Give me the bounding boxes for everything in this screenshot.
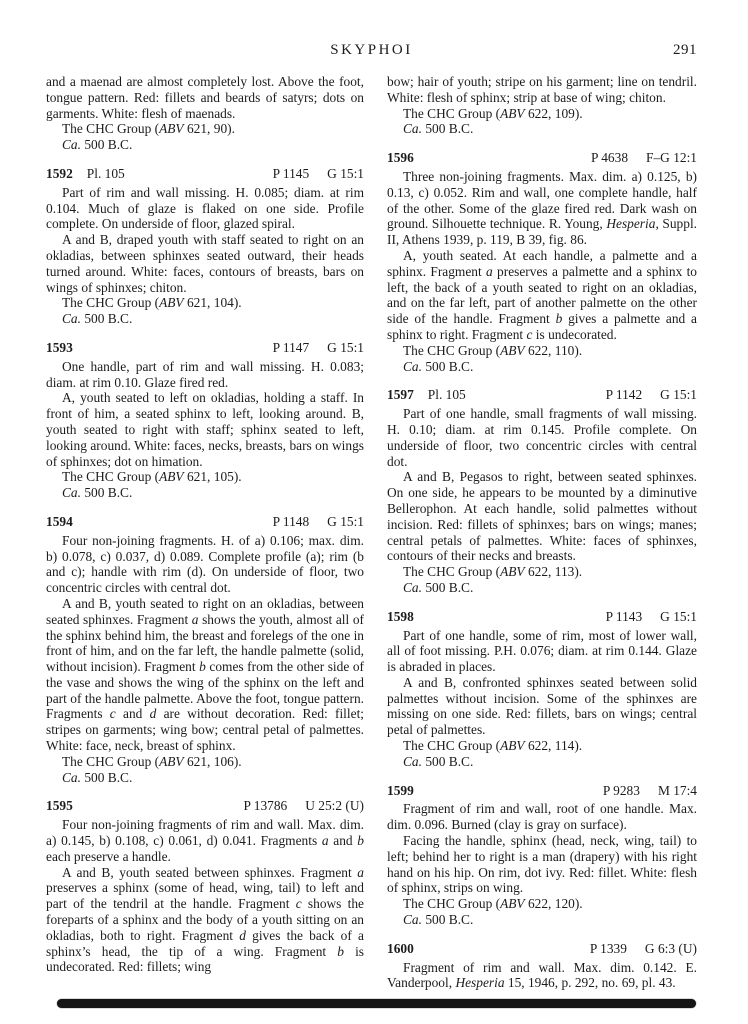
entry-inventory: P 1147 (272, 339, 310, 355)
entry-paragraph: Four non-joining fragments. H. of a) 0.106; max. dim. b) 0.078, c) 0.037, d) 0.089. Complete profile (a); rim (b and c); handle with rim (d). On underside of floor, two concentric circles with central dot. (46, 532, 364, 596)
date-line: Ca. 500 B.C. (62, 311, 133, 327)
entry-paragraph: A and B, Pegasos to right, between seated sphinxes. On one side, he appears to be mounted by a diminutive Bellerophon. At each handle, solid palmettes without incision. Red: fillets of sphinxes; bars on wings; manes; central petals of palmettes. White: faces of sphinxes, contours of their necks and breasts. (387, 469, 697, 564)
entry-heading-left (387, 609, 414, 625)
entry-inventory: P 1142 (605, 387, 643, 403)
entry-heading (387, 150, 697, 166)
entry-paragraph: Part of one handle, some of rim, most of lower wall, all of foot missing. P.H. 0.076; diam. at rim 0.144. Glaze is abraded in places. (387, 627, 697, 675)
entry-grid: G 15:1 (327, 513, 364, 529)
entry-grid: M 17:4 (657, 782, 697, 798)
scan-artifact-bar (57, 999, 696, 1008)
page-number: 291 (673, 42, 697, 58)
entry-grid: G 15:1 (327, 165, 364, 181)
catalog-entry-1593 (46, 340, 364, 501)
continuation-text: bow; hair of youth; stripe on his garment; line on tendril. White: flesh of sphinx; strip at base of wing; chiton. (387, 74, 697, 105)
entry-plate: Pl. 105 (86, 165, 125, 181)
entry-number: 1592 (46, 165, 73, 181)
entry-number: 1594 (46, 513, 73, 529)
entry-grid: F–G 12:1 (646, 150, 697, 166)
entry-grid: G 15:1 (327, 339, 364, 355)
entry-grid: G 6:3 (U) (644, 940, 697, 956)
attribution-line: The CHC Group (ABV 621, 105). (62, 469, 242, 485)
entry-heading-right (273, 166, 364, 182)
attribution-line: The CHC Group (ABV 621, 90). (62, 121, 235, 137)
entry-number: 1595 (46, 798, 73, 814)
date-line: Ca. 500 B.C. (62, 769, 133, 785)
entry-grid: G 15:1 (660, 387, 697, 403)
entry-paragraph: A and B, youth seated to right on an okladias, between seated sphinxes. Fragment a shows the youth, almost all of the sphinx behind him, the breast and forelegs of the one in front of him, and on the far left, the handle palmette (solid, without incision). Fragment b comes from the other side of the vase and shows the wing of the sphinx on the left and part of the handle palmette. Above the foot, tongue pattern. Fragments c and d are without decoration. Red: fillet; stripes on garments; wing bow; central petal of palmettes. White: face, neck, breast of sphinx. (46, 595, 365, 754)
left-column (46, 74, 364, 975)
date-line: Ca. 500 B.C. (62, 485, 133, 501)
entry-paragraph: Facing the handle, sphinx (head, neck, wing, tail) to left; behind her to right is a man (drapery) with his right hand on his hip. On rim, dot ivy. Red: fillet. White: flesh of sphinx, strips on wing. (387, 833, 697, 896)
entry-heading-right (603, 783, 697, 799)
entry-number: 1593 (46, 339, 73, 355)
continuation-block (46, 74, 364, 153)
entry-heading-right (606, 609, 697, 625)
entry-paragraph: Four non-joining fragments of rim and wall. Max. dim. a) 0.145, b) 0.108, c) 0.061, d) 0.041. Fragments a and b each preserve a handle. (46, 817, 364, 864)
entry-inventory: P 13786 (243, 798, 288, 814)
entry-paragraph: One handle, part of rim and wall missing. H. 0.083; diam. at rim 0.10. Glaze fired red. (46, 358, 364, 390)
date-line: Ca. 500 B.C. (403, 753, 474, 769)
entry-heading-right (243, 798, 364, 814)
attribution-line: The CHC Group (ABV 621, 106). (62, 753, 242, 769)
entry-grid: U 25:2 (U) (305, 798, 364, 814)
entry-heading (46, 340, 364, 356)
entry-heading-right (590, 941, 697, 957)
entry-heading (387, 783, 697, 799)
entry-plate: Pl. 105 (427, 387, 466, 403)
entry-heading (387, 387, 697, 403)
entry-heading (46, 166, 364, 182)
catalog-entry-1599 (387, 783, 697, 928)
attribution-line: The CHC Group (ABV 622, 113). (403, 564, 583, 580)
entry-inventory: P 9283 (602, 782, 640, 798)
catalog-entry-1600 (387, 941, 697, 991)
entry-number: 1598 (387, 608, 414, 624)
entry-heading-left (46, 166, 125, 182)
attribution-line: The CHC Group (ABV 622, 120). (403, 896, 583, 912)
entry-paragraph: Fragment of rim and wall. Max. dim. 0.142. E. Vanderpool, Hesperia 15, 1946, p. 292, no. 69, pl. 43. (387, 959, 697, 991)
entry-heading-left (387, 387, 466, 403)
attribution-line: The CHC Group (ABV 622, 110). (403, 342, 583, 358)
entry-inventory: P 1339 (589, 940, 627, 956)
attribution-line: The CHC Group (ABV 621, 104). (62, 295, 242, 311)
entry-heading-left (387, 941, 414, 957)
entry-number: 1597 (387, 387, 414, 403)
entry-heading-left (46, 798, 73, 814)
catalog-entry-1592 (46, 166, 364, 327)
entry-heading-left (46, 340, 73, 356)
entry-heading (46, 798, 364, 814)
catalog-entry-1596 (387, 150, 697, 374)
entry-inventory: P 4638 (590, 150, 629, 166)
entry-number: 1599 (387, 782, 414, 798)
attribution-line: The CHC Group (ABV 622, 114). (403, 738, 583, 754)
entry-number: 1600 (387, 940, 414, 956)
continuation-block (387, 74, 697, 137)
entry-paragraph: Part of one handle, small fragments of wall missing. H. 0.10; diam. at rim 0.145. Profile complete. On underside of floor, two concentric circles with central dot. (387, 406, 697, 469)
entry-heading-right (273, 340, 364, 356)
catalog-entry-1598 (387, 609, 697, 770)
catalog-entry-1597 (387, 387, 697, 595)
page-header (46, 42, 697, 60)
entry-paragraph: Fragment of rim and wall, root of one handle. Max. dim. 0.096. Burned (clay is gray on surface). (387, 801, 697, 833)
entry-heading-right (273, 514, 364, 530)
entry-heading (46, 514, 364, 530)
attribution-line: The CHC Group (ABV 622, 109). (403, 105, 583, 121)
date-line: Ca. 500 B.C. (403, 121, 474, 137)
entry-grid: G 15:1 (660, 608, 697, 624)
entry-number: 1596 (387, 150, 414, 166)
entry-heading-right (606, 387, 697, 403)
date-line: Ca. 500 B.C. (62, 137, 133, 153)
date-line: Ca. 500 B.C. (403, 912, 474, 928)
entry-paragraph: Three non-joining fragments. Max. dim. a) 0.125, b) 0.13, c) 0.052. Rim and wall, one complete handle, half of the other. Some of the glaze fired red. Dark wash on ground. Silhouette technique. R. Young, Hesperia, Suppl. II, Athens 1939, p. 119, B 39, fig. 86. (387, 168, 698, 248)
entry-heading-left (46, 514, 73, 530)
catalog-entry-1595 (46, 798, 364, 975)
entry-paragraph: A and B, youth seated between sphinxes. Fragment a preserves a sphinx (some of head, wing, tail) to left and part of the tendril at the handle. Fragment c shows the foreparts of a sphinx and the body of a youth sitting on an okladias, both to right. Fragment d gives the back of a sphinx’s head, the tip of a wing. Fragment b is undecorated. Red: fillets; wing (46, 864, 365, 975)
entry-inventory: P 1148 (272, 513, 310, 529)
entry-heading-left (387, 150, 414, 166)
entry-paragraph: A and B, confronted sphinxes seated between solid palmettes without incision. Some of the sphinxes are missing on one side. Red: fillets, bars on wings; central petal of palmettes. (387, 674, 697, 738)
entry-paragraph: A, youth seated to left on okladias, holding a staff. In front of him, a seated sphinx to left, looking around. B, youth seated to right with staff; sphinx seated to left, looking around. White: faces, necks, breasts, bars on wings of sphinxes; dot on himation. (46, 390, 364, 469)
entry-paragraph: Part of rim and wall missing. H. 0.085; diam. at rim 0.104. Much of glaze is flaked on one side. Profile complete. On underside of floor, glazed spiral. (46, 184, 364, 232)
catalog-entry-1594 (46, 514, 364, 786)
entry-heading-left (387, 783, 414, 799)
entry-paragraph: A, youth seated. At each handle, a palmette and a sphinx. Fragment a preserves a palmette and a sphinx to left, the back of a youth seated to right on an okladias, and on the far left, part of another palmette on the other side of the handle. Fragment b gives a palmette and a sphinx to right. Fragment c is undecorated. (387, 247, 697, 342)
entry-heading (387, 609, 697, 625)
running-title: SKYPHOI (330, 42, 413, 58)
entry-inventory: P 1145 (272, 165, 310, 181)
date-line: Ca. 500 B.C. (403, 358, 474, 374)
entry-heading (387, 941, 697, 957)
entry-heading-right (591, 150, 697, 166)
right-column (387, 74, 697, 991)
entry-paragraph: A and B, draped youth with staff seated to right on an okladias, between sphinxes seated outward, their heads turned around. White: faces, contours of breasts, bars on wings of sphinxes; chiton. (46, 232, 364, 295)
entry-inventory: P 1143 (605, 608, 643, 624)
date-line: Ca. 500 B.C. (403, 579, 474, 595)
continuation-text: and a maenad are almost completely lost. Above the foot, tongue pattern. Red: fillets and beards of satyrs; dots on garments. White: flesh of maenads. (46, 74, 364, 121)
